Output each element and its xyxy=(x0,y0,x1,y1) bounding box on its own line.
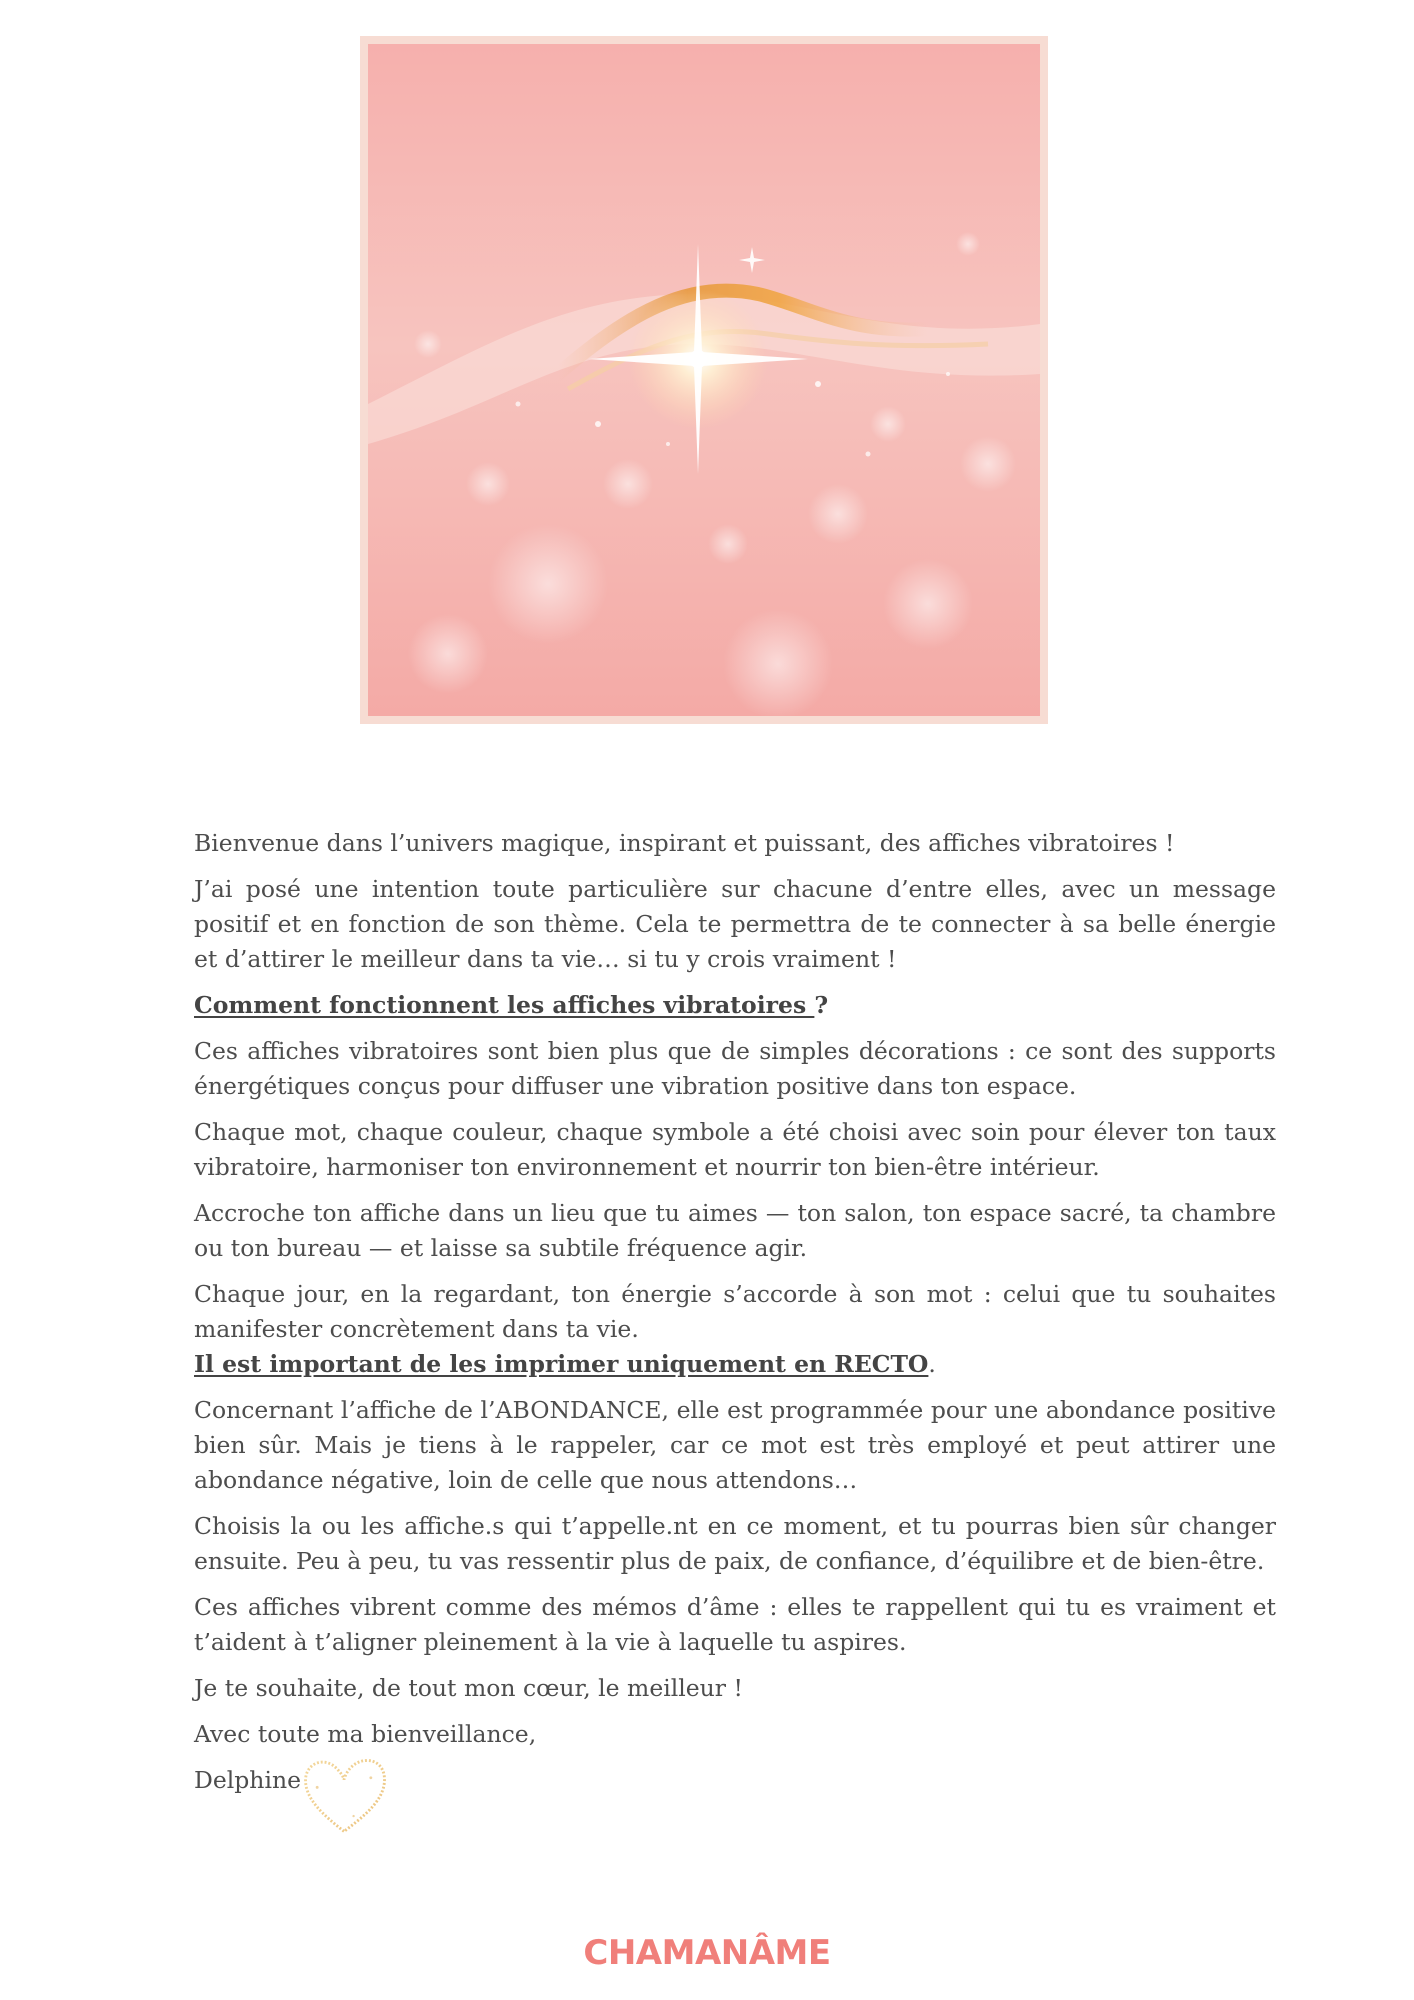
sparkle-background-image xyxy=(368,44,1040,716)
print-note-text: Il est important de les imprimer uniquement en RECTO xyxy=(194,1350,929,1378)
section-heading-text: Comment fonctionnent les affiches vibratoires xyxy=(194,991,815,1019)
signature-name: Delphine xyxy=(194,1766,302,1794)
letter-body xyxy=(194,826,1276,1809)
signature-row xyxy=(194,1763,1276,1798)
section-heading-suffix: ? xyxy=(814,991,829,1019)
hero-image xyxy=(368,44,1040,716)
paragraph-abundance: Concernant l’affiche de l’ABONDANCE, elle est programmée pour une abondance positive bien sûr. Mais je tiens à le rappeler, car ce mot est très employé et peut attirer une abondance négative, loin de celle que nous attendons… xyxy=(194,1396,1276,1494)
section-heading xyxy=(194,988,1276,1023)
wish-line: Je te souhaite, de tout mon cœur, le meilleur ! xyxy=(194,1674,743,1702)
intro-paragraph: Bienvenue dans l’univers magique, inspirant et puissant, des affiches vibratoires ! xyxy=(194,829,1175,857)
paragraph-daily: Chaque jour, en la regardant, ton énergie s’accorde à son mot : celui que tu souhaites manifester concrètement dans ta vie. xyxy=(194,1280,1276,1343)
paragraph-soul-memos: Ces affiches vibrent comme des mémos d’âme : elles te rappellent qui tu es vraiment et t’aident à t’aligner pleinement à la vie à laquelle tu aspires. xyxy=(194,1593,1276,1656)
paragraph-decorations: Ces affiches vibratoires sont bien plus que de simples décorations : ce sont des supports énergétiques conçus pour diffuser une vibration positive dans ton espace. xyxy=(194,1037,1276,1100)
paragraph-choose: Choisis la ou les affiche.s qui t’appelle.nt en ce moment, et tu pourras bien sûr changer ensuite. Peu à peu, tu vas ressentir plus de paix, de confiance, d’équilibre et de bien-être. xyxy=(194,1512,1276,1575)
closing-line: Avec toute ma bienveillance, xyxy=(194,1720,537,1748)
print-note xyxy=(194,1347,1276,1382)
paragraph-choice: Chaque mot, chaque couleur, chaque symbole a été choisi avec soin pour élever ton taux vibratoire, harmoniser ton environnement et nourrir ton bien-être intérieur. xyxy=(194,1118,1276,1181)
intention-paragraph: J’ai posé une intention toute particulière sur chacune d’entre elles, avec un message positif et en fonction de son thème. Cela te permettra de te connecter à sa belle énergie et d’attirer le meilleur dans ta vie… si tu y crois vraiment ! xyxy=(194,875,1276,973)
print-note-suffix: . xyxy=(928,1350,936,1378)
heart-icon xyxy=(296,1749,392,1841)
hero-image-frame xyxy=(360,36,1048,724)
paragraph-placement: Accroche ton affiche dans un lieu que tu aimes — ton salon, ton espace sacré, ta chambre ou ton bureau — et laisse sa subtile fréquence agir. xyxy=(194,1199,1276,1262)
brand-logo: CHAMANÂME xyxy=(583,1933,831,1973)
